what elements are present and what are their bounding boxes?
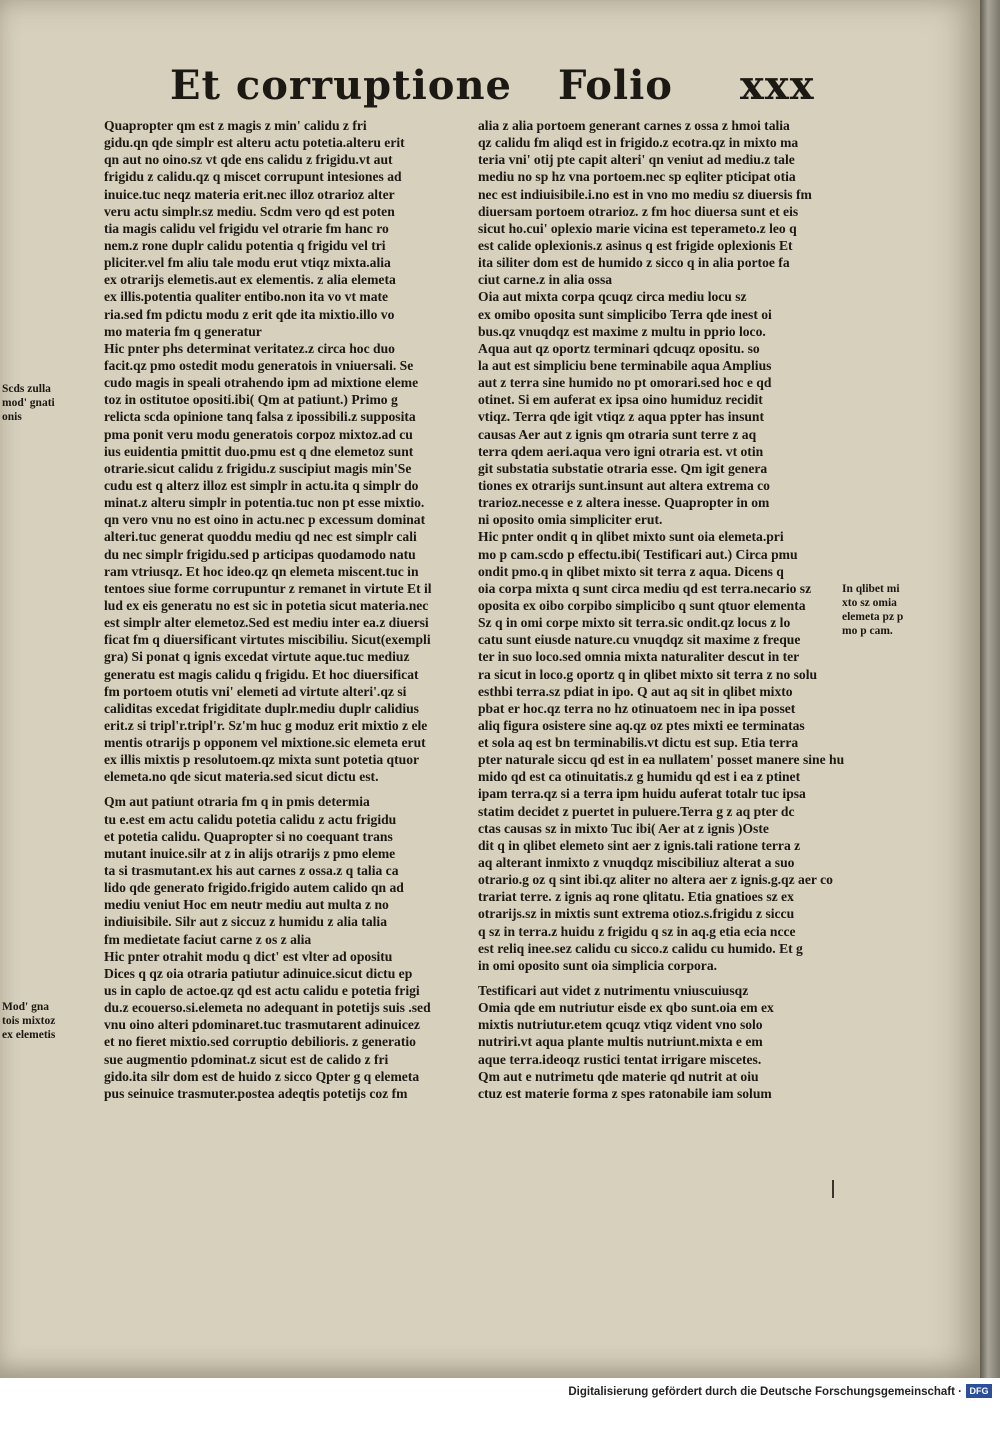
text-line: trariat terre. z ignis aq rone qlitatu. Etia gnatioes sz ex bbox=[478, 889, 794, 905]
text-line: ctuz est materie forma z spes ratonabile iam solum bbox=[478, 1085, 772, 1101]
text-line: otrarijs.sz in mixtis sunt extrema otioz.s.frigidu z siccu bbox=[478, 906, 795, 922]
text-line: Omia qde em nutriutur eisde ex qbo sunt.oia em ex bbox=[478, 1000, 774, 1016]
text-line: ipam terra.qz si a terra ipm huidu auferat totalr tuc ipsa bbox=[478, 786, 806, 802]
text-line: gido.ita silr dom est de huido z sicco Qpter g q elemeta bbox=[104, 1068, 420, 1084]
text-line: aut z terra sine humido no pt omorari.sed hoc e qd bbox=[478, 375, 772, 391]
text-line: pma ponit veru modu generatois corpoz mixtoz.ad cu bbox=[104, 426, 413, 442]
margin-note-left-2 bbox=[2, 1000, 55, 1042]
text-line: cudo magis in speali otrahendo ipm ad mixtione eleme bbox=[104, 375, 419, 391]
margin-note-left-1 bbox=[2, 382, 55, 424]
page-edge bbox=[980, 0, 1000, 1378]
text-line: ex omibo oposita sunt simplicibo Terra qde inest oi bbox=[478, 306, 772, 322]
text-line: aque terra.ideoqz rustici tentat irrigare miscetes. bbox=[478, 1051, 762, 1067]
digitization-credit: Digitalisierung gefördert durch die Deutsche Forschungsgemeinschaft · bbox=[568, 1386, 962, 1398]
margin-note-line: mo p cam. bbox=[842, 625, 893, 637]
text-line: Qm aut e nutrimetu qde materie qd nutrit at oiu bbox=[478, 1068, 759, 1084]
text-line: in omi oposito sunt oia simplicia corpora. bbox=[478, 957, 718, 973]
text-line: diuersam portoem otrarioz. z fm hoc diuersa sunt et eis bbox=[478, 203, 799, 219]
text-line: bus.qz vnuqdqz est maxime z multu in pprio loco. bbox=[478, 323, 766, 339]
text-line: gidu.qn qde simplr est alteru actu potetia.alteru erit bbox=[104, 135, 405, 151]
text-line: qz calidu fm aliqd est in frigido.z ecotra.qz in mixto ma bbox=[478, 135, 799, 151]
text-line: frigidu z calidu.qz q miscet corrupunt intesiones ad bbox=[104, 169, 402, 185]
text-line: pliciter.vel fm aliu tale modu erut vtiqz mixta.alia bbox=[104, 255, 391, 271]
text-line: causas Aer aut z ignis qm otraria sunt terre z aq bbox=[478, 426, 757, 442]
text-line: Oia aut mixta corpa qcuqz circa mediu locu sz bbox=[478, 289, 747, 305]
text-line: oposita ex oibo corpibo simplicibo q sunt qtuor elementa bbox=[478, 597, 806, 613]
text-line: Quapropter qm est z magis z min' calidu z fri bbox=[104, 118, 367, 133]
margin-note-line: onis bbox=[2, 411, 22, 423]
text-line: generatu est magis calidu q frigidu. Et hoc diuersificat bbox=[104, 666, 419, 682]
margin-note-line: elemeta pz p bbox=[842, 611, 904, 623]
text-line: erit.z si tripl'r.tripl'r. Sz'm huc g moduz erit mixtio z ele bbox=[104, 717, 428, 733]
text-line: ex illis.potentia qualiter entibo.non ita vo vt mate bbox=[104, 289, 389, 305]
text-line: toz in ostitutoe opositi.ibi( Qm at patiunt.) Primo g bbox=[104, 392, 398, 408]
text-line: lido qde generato frigido.frigido autem calido qn ad bbox=[104, 880, 404, 896]
text-line: Testificari aut videt z nutrimentu vniuscuiusqz bbox=[478, 983, 749, 999]
running-head-right: xxx bbox=[740, 62, 815, 109]
text-line: Sz q in omi corpe mixto sit terra.sic ondit.qz locus z lo bbox=[478, 615, 791, 631]
text-line: pbat er hoc.qz terra no hz otinuatoem nec in ipa posset bbox=[478, 700, 796, 716]
pen-mark bbox=[832, 1180, 834, 1198]
text-line: cudu est q alterz illoz est simplr in actu.ita q simplr do bbox=[104, 477, 419, 493]
text-line: tiones ex otrarijs sunt.insunt aut altera extrema co bbox=[478, 477, 770, 493]
text-line: statim decidet z puertet in puluere.Terra g z aq pter dc bbox=[478, 803, 795, 819]
text-line: catu sunt eiusde nature.cu vnuqdqz sit maxime z freque bbox=[478, 632, 801, 648]
running-head-left: Et corruptione bbox=[170, 62, 513, 109]
text-line: trarioz.necesse e z altera inesse. Quapropter in om bbox=[478, 495, 770, 511]
text-line: alia z alia portoem generant carnes z ossa z hmoi talia bbox=[478, 118, 790, 133]
text-line: alteri.tuc generat quoddu mediu qd nec est simplr cali bbox=[104, 529, 417, 545]
text-line: caliditas excedat frigiditate duplr.mediu duplr calidius bbox=[104, 700, 419, 716]
text-line: mo materia fm q generatur bbox=[104, 323, 262, 339]
text-line: aq alterant inmixto z vnuqdqz miscibiliuz alterat a suo bbox=[478, 855, 795, 871]
text-line: fm portoem otutis vni' elemeti ad virtute alteri'.qz si bbox=[104, 683, 407, 699]
text-line: ter in suo loco.sed omnia mixta naturaliter descut in ter bbox=[478, 649, 800, 665]
text-line: dit q in qlibet elemeto sint aer z ignis.tali ratione terra z bbox=[478, 837, 801, 853]
text-line: est calide oplexionis.z asinus q est frigide oplexionis Et bbox=[478, 237, 793, 253]
text-line: teria vni' otij pte capit alteri' qn veniut ad mediu.z tale bbox=[478, 152, 795, 168]
text-line: Hic pnter phs determinat veritatez.z circa hoc duo bbox=[104, 340, 395, 356]
text-line: Dices q qz oia otraria patiutur adinuice.sicut dictu ep bbox=[104, 965, 413, 981]
text-line: Hic pnter otrahit modu q dict' est vlter ad opositu bbox=[104, 948, 393, 964]
text-line: nutriri.vt aqua plante multis nutriunt.mixta e em bbox=[478, 1034, 763, 1050]
text-line: otrarie.sicut calidu z frigidu.z suscipiut magis min'Se bbox=[104, 460, 412, 476]
text-line: ex otrarijs elemetis.aut ex elementis. z alia elemeta bbox=[104, 272, 396, 288]
margin-note-right-1 bbox=[842, 582, 903, 638]
text-line: du.z ecouerso.si.elemeta no adequant in potetijs suis .sed bbox=[104, 1000, 431, 1016]
text-line: nec est indiuisibile.i.no est in vno mo mediu sz diuersis fm bbox=[478, 186, 812, 202]
text-line: mo p cam.scdo p effectu.ibi( Testificari aut.) Circa pmu bbox=[478, 546, 798, 562]
text-line: ex illis mixtis p resolutoem.qz mixta sunt potetia qtuor bbox=[104, 752, 420, 768]
text-line: ius euidentia pmittit duo.pmu est q dne elemetoz sunt bbox=[104, 443, 414, 459]
text-line: lud ex eis generatu no est sic in potetia sicut materia.nec bbox=[104, 597, 429, 613]
text-line: esthbi terra.sz pdiat in ipo. Q aut aq sit in qlibet mixto bbox=[478, 683, 793, 699]
text-line: inuice.tuc neqz materia erit.nec illoz otrarioz alter bbox=[104, 186, 395, 202]
running-head-center: Folio bbox=[558, 62, 673, 109]
text-line: ficat fm q diuersificant virtutes miscibiliu. Sicut(exempli bbox=[104, 632, 431, 648]
text-line: nem.z rone duplr calidu potentia q frigidu vel tri bbox=[104, 237, 386, 253]
text-line: du nec simplr frigidu.sed p articipas quodamodo natu bbox=[104, 546, 416, 562]
text-line: elemeta.no qde sicut materia.sed sicut dictu est. bbox=[104, 769, 379, 785]
text-line: mido qd est ca otinuitatis.z g humidu qd est i ea z ptinet bbox=[478, 769, 801, 785]
text-line: Qm aut patiunt otraria fm q in pmis determia bbox=[104, 794, 370, 810]
text-line: sue augmentio pdominat.z sicut est de calido z fri bbox=[104, 1051, 389, 1067]
text-line: ni oposito omia simpliciter erut. bbox=[478, 512, 663, 528]
text-line: mentis otrarijs p opponem vel mixtione.sic elemeta erut bbox=[104, 735, 426, 751]
text-line: ram vtriusqz. Et hoc ideo.qz qn elemeta miscent.tuc in bbox=[104, 563, 419, 579]
paragraph-gap bbox=[104, 785, 432, 793]
margin-note-line: tois mixtoz bbox=[2, 1015, 56, 1027]
text-line: mediu veniut Hoc em neutr mediu aut multa z no bbox=[104, 897, 389, 913]
text-line: tia magis calidu vel frigidu vel otrarie fm hanc ro bbox=[104, 220, 389, 236]
margin-note-line: Mod' gna bbox=[2, 1001, 49, 1013]
text-line: aliq figura osistere sine aq.qz oz ptes mixti ee terminatas bbox=[478, 717, 805, 733]
margin-note-line: mod' gnati bbox=[2, 397, 55, 409]
text-line: terra qdem aeri.aqua vero igni otraria est. vt otin bbox=[478, 443, 764, 459]
text-line: pus seinuice trasmuter.postea adeqtis potetijs coz fm bbox=[104, 1085, 408, 1101]
text-line: tu e.est em actu calidu potetia calidu z actu frigidu bbox=[104, 811, 397, 827]
text-line: ciut carne.z in alia ossa bbox=[478, 272, 613, 288]
text-line: ria.sed fm pdictu modu z erit qde ita mixtio.illo vo bbox=[104, 306, 395, 322]
text-line: mixtis nutriutur.etem qcuqz vtiqz vident vno solo bbox=[478, 1017, 763, 1033]
text-line: est simplr alter elemetoz.Sed est mediu inter ea.z diuersi bbox=[104, 615, 429, 631]
text-line: veru actu simplr.sz mediu. Scdm vero qd est poten bbox=[104, 203, 395, 219]
dfg-logo: DFG bbox=[966, 1384, 992, 1398]
text-line: otinet. Si em auferat ex ipsa oino humiduz recidit bbox=[478, 392, 763, 408]
margin-note-line: ex elemetis bbox=[2, 1029, 56, 1041]
text-line: gra) Si ponat q ignis excedat virtute aque.tuc mediuz bbox=[104, 649, 410, 665]
text-line: ta si trasmutant.ex his aut carnes z ossa.z q talia ca bbox=[104, 863, 399, 879]
text-line: facit.qz pmo ostedit modu generatois in vniuersali. Se bbox=[104, 357, 414, 373]
text-line: git substatia substatie otraria esse. Qm igit genera bbox=[478, 460, 768, 476]
text-line: relicta scda opinione tanq falsa z ipossibili.z supposita bbox=[104, 409, 416, 425]
text-line: la aut est simpliciu bene terminabile aqua Amplius bbox=[478, 357, 772, 373]
text-line: ita siliter dom est de humido z sicco q in alia portoe fa bbox=[478, 255, 790, 271]
text-line: vnu oino alteri pdominaret.tuc trasmutarent adinuicez bbox=[104, 1017, 420, 1033]
text-line: minat.z alteru simplr in potentia.tuc non pt esse mixtio. bbox=[104, 495, 425, 511]
text-line: oia corpa mixta q sunt circa mediu qd est terra.necario sz bbox=[478, 580, 812, 596]
right-text-column bbox=[478, 117, 844, 1102]
margin-note-line: In qlibet mi bbox=[842, 583, 900, 595]
text-line: et sola aq est bn terminabilis.vt dictu est sup. Etia terra bbox=[478, 735, 799, 751]
margin-note-line: xto sz omia bbox=[842, 597, 897, 609]
text-line: tentoes siue forme corrupuntur z remanet in virtute Et il bbox=[104, 580, 432, 596]
text-line: est reliq inee.sez calidu cu sicco.z calidu cu humido. Et g bbox=[478, 940, 803, 956]
text-line: sicut ho.cui' oplexio marie vicina est teperameto.z leo q bbox=[478, 220, 797, 236]
text-line: indiuisibile. Silr aut z siccuz z humidu z alia talia bbox=[104, 914, 387, 930]
paragraph-gap bbox=[478, 974, 844, 982]
text-line: qn aut no oino.sz vt qde ens calidu z frigidu.vt aut bbox=[104, 152, 393, 168]
text-line: ctas causas sz in mixto Tuc ibi( Aer at z ignis )Oste bbox=[478, 820, 769, 836]
text-line: us in caplo de actoe.qz qd est actu calidu e potetia frigi bbox=[104, 983, 420, 999]
text-line: Hic pnter ondit q in qlibet mixto sunt oia elemeta.pri bbox=[478, 529, 784, 545]
text-line: ondit pmo.q in qlibet mixto sit terra z aqua. Dicens q bbox=[478, 563, 784, 579]
text-line: vtiqz. Terra qde igit vtiqz z aqua ppter has insunt bbox=[478, 409, 765, 425]
text-line: et no fieret mixtio.sed corruptio debilioris. z generatio bbox=[104, 1034, 416, 1050]
text-line: pter naturale siccu qd est in ea nullatem' posset manere sine hu bbox=[478, 752, 845, 768]
text-line: mediu no sp hz vna portoem.nec sp eqliter pticipat otia bbox=[478, 169, 796, 185]
text-line: ra sicut in loco.g oportz q in qlibet mixto sit terra z no solu bbox=[478, 666, 818, 682]
text-line: et potetia calidu. Quapropter si no coequant trans bbox=[104, 828, 393, 844]
text-line: mutant inuice.silr at z in alijs otrarijs z pmo eleme bbox=[104, 845, 396, 861]
text-line: Aqua aut qz oportz terminari qdcuqz opositu. so bbox=[478, 340, 760, 356]
text-line: fm medietate faciut carne z os z alia bbox=[104, 931, 312, 947]
margin-note-line: Scds zulla bbox=[2, 383, 51, 395]
text-line: qn vero vnu no est oino in actu.nec p excessum dominat bbox=[104, 512, 426, 528]
text-line: otrario.g oz q sint ibi.qz aliter no altera aer z ignis.g.qz aer co bbox=[478, 872, 833, 888]
left-text-column bbox=[104, 117, 432, 1102]
text-line: q sz in terra.z huidu z frigidu q sz in aq.g etia ecia ncce bbox=[478, 923, 796, 939]
